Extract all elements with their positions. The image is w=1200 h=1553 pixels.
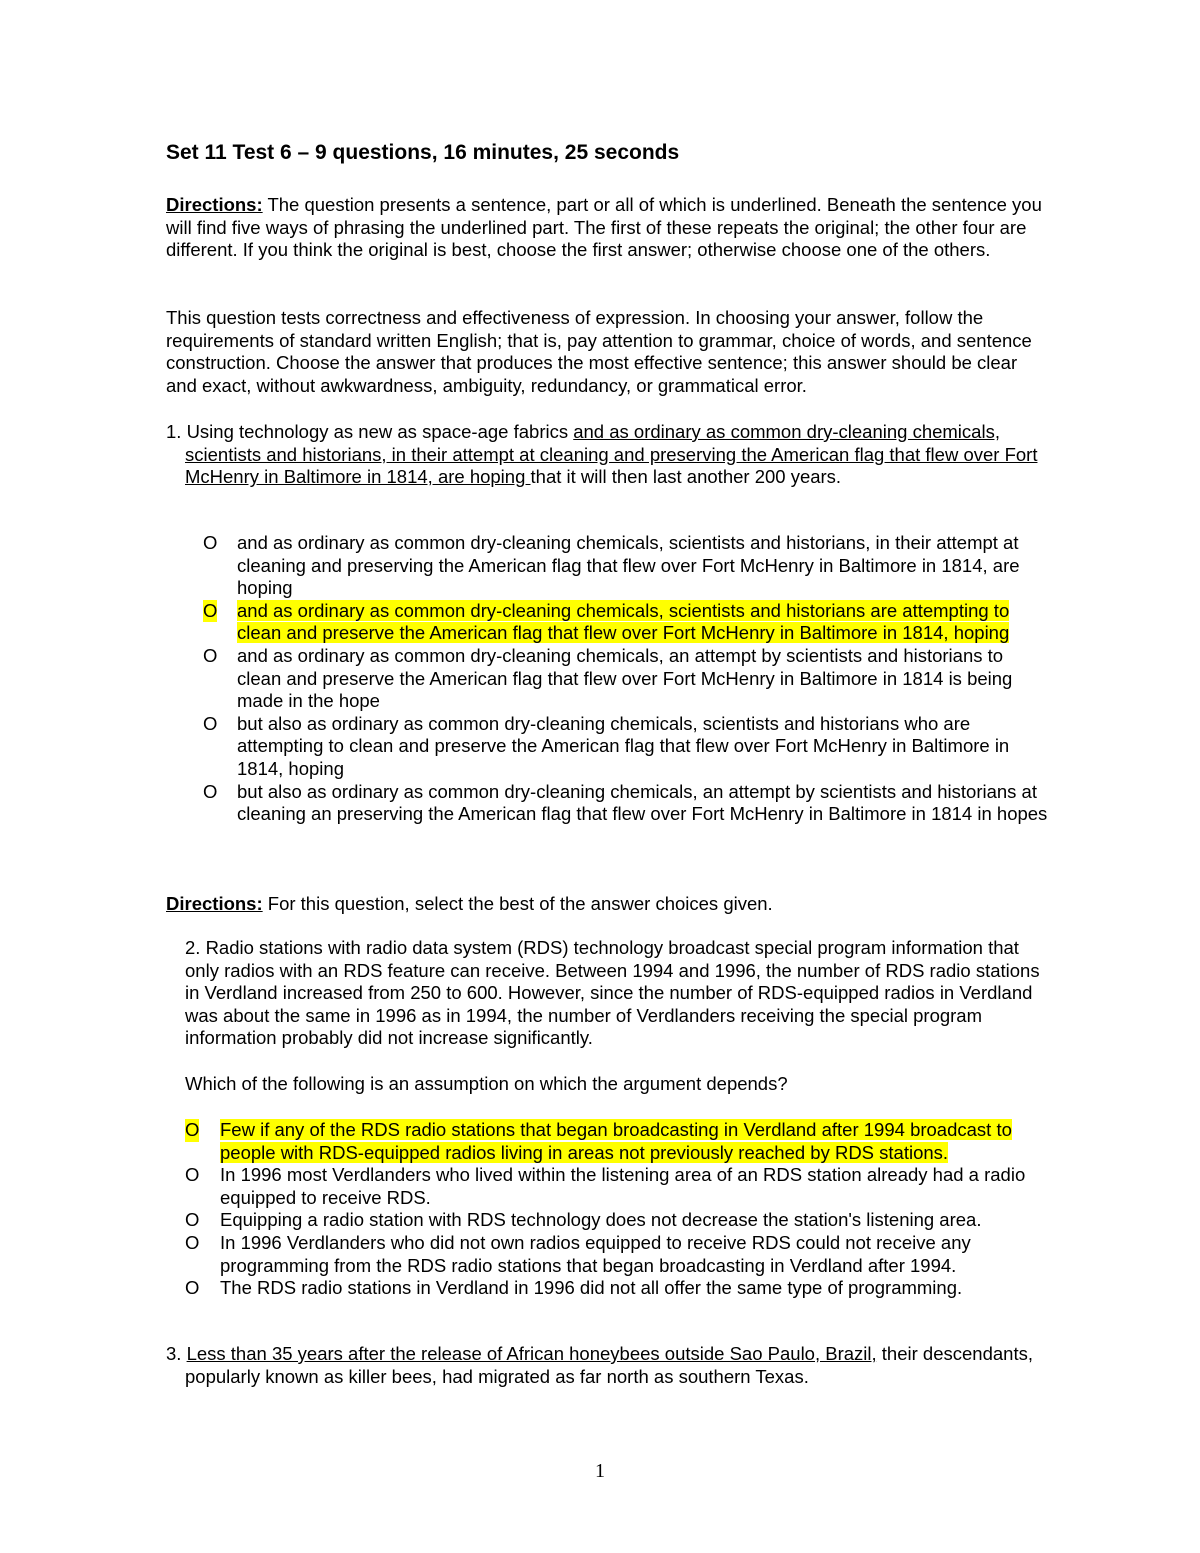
radio-bullet-icon[interactable]: O [185,1231,200,1253]
question-1-option-d[interactable] [203,713,1048,781]
directions-label: Directions: [166,194,263,215]
question-1-stem [166,421,1065,489]
question-2-option-b[interactable] [185,1164,1045,1209]
question-1-suffix: that it will then last another 200 years. [530,466,842,488]
question-2-options [185,1119,1045,1300]
question-2-option-c[interactable] [185,1209,1045,1232]
page-number: 1 [595,1460,605,1482]
question-2-prompt: Which of the following is an assumption on which the argument depends? [185,1073,788,1094]
option-text: In 1996 most Verdlanders who lived within the listening area of an RDS station already had a radio equipped to receive RDS. [220,1164,1026,1208]
radio-bullet-icon[interactable]: O [203,712,218,734]
radio-bullet-icon[interactable]: O [185,1119,200,1140]
option-text-highlighted: Few if any of the RDS radio stations that began broadcasting in Verdland after 1994 broadcast to people with RDS-equipped radios living in areas not previously reached by RDS stations. [220,1119,1012,1163]
radio-bullet-icon[interactable]: O [185,1209,200,1231]
question-3-prefix: 3. [166,1343,187,1364]
directions-text: For this question, select the best of the answer choices given. [262,893,773,914]
question-1-options [203,532,1048,826]
option-text: and as ordinary as common dry-cleaning chemicals, scientists and historians, in their attempt at cleaning and preserving the American flag that flew over Fort McHenry in Baltimore in 1814, are hoping [237,532,1020,599]
question-1-option-c[interactable] [203,645,1048,713]
option-text: In 1996 Verdlanders who did not own radios equipped to receive RDS could not receive any programming from the RDS radio stations that began broadcasting in Verdland after 1994. [220,1231,971,1276]
question-3-stem [166,1343,1065,1388]
question-3-suffix: their descendants, popularly known as killer bees, had migrated as far north as southern Texas. [185,1343,1033,1387]
question-2-stem: 2. Radio stations with radio data system (RDS) technology broadcast special program information that only radios with an RDS feature can receive. Between 1994 and 1996, the number of RDS radio stations in Verdland increased from 250 to 600. However, since the number of RDS-equipped radios in Verdland was about the same in 1996 as in 1994, the number of Verdlanders receiving the special program information probably did not increase significantly. [185,937,1040,1049]
instructions-paragraph: This question tests correctness and effectiveness of expression. In choosing your answer, follow the requirements of standard written English; that is, pay attention to grammar, choice of words, and sentence construction. Choose the answer that produces the most effective sentence; this answer should be clear and exact, without awkwardness, ambiguity, redundancy, or grammatical error. [166,307,1032,396]
question-2-option-a[interactable] [185,1119,1045,1164]
question-1-option-e[interactable] [203,781,1048,826]
directions-label: Directions: [166,893,263,914]
question-2-option-e[interactable] [185,1277,1045,1300]
option-text: but also as ordinary as common dry-cleaning chemicals, scientists and historians who are attempting to clean and preserve the American flag that flew over Fort McHenry in Baltimore in 1814, hoping [237,712,1010,779]
directions-paragraph [166,194,1046,262]
question-1-prefix: 1. Using technology as new as space-age fabrics [166,421,574,442]
radio-bullet-icon[interactable]: O [185,1164,200,1186]
question-1-option-b[interactable] [203,600,1048,645]
radio-bullet-icon[interactable]: O [185,1277,200,1299]
question-2-option-d[interactable] [185,1232,1045,1277]
radio-bullet-icon[interactable]: O [203,599,218,621]
radio-bullet-icon[interactable]: O [203,780,218,802]
page-title: Set 11 Test 6 – 9 questions, 16 minutes, 25 seconds [166,141,680,164]
option-text: The RDS radio stations in Verdland in 1996 did not all offer the same type of programming. [220,1277,963,1299]
radio-bullet-icon[interactable]: O [203,532,218,553]
option-text-highlighted: and as ordinary as common dry-cleaning chemicals, scientists and historians are attempting to clean and preserve the American flag that flew over Fort McHenry in Baltimore in 1814, hoping [237,599,1010,644]
question-1-underlined-text: and as ordinary as common dry-cleaning chemicals, scientists and historians, in their attempt at cleaning and preserving the American flag that flew over Fort McHenry in Baltimore in 1814, are hoping [185,421,1038,488]
directions-paragraph-2 [166,893,1046,916]
option-text: but also as ordinary as common dry-cleaning chemicals, an attempt by scientists and historians at cleaning an preserving the American flag that flew over Fort McHenry in Baltimore in 1814 in hopes [237,780,1048,825]
question-1-option-a[interactable] [203,532,1048,600]
radio-bullet-icon[interactable]: O [203,644,218,666]
option-text: Equipping a radio station with RDS technology does not decrease the station's listening area. [220,1209,982,1231]
question-3-underlined-text: Less than 35 years after the release of African honeybees outside Sao Paulo, Brazil, [186,1343,877,1364]
directions-text: The question presents a sentence, part or all of which is underlined. Beneath the sentence you will find five ways of phrasing the underlined part. The first of these repeats the original; the other four are different. If you think the original is best, choose the first answer; otherwise choose one of the others. [166,194,1042,261]
option-text: and as ordinary as common dry-cleaning chemicals, an attempt by scientists and historians to clean and preserve the American flag that flew over Fort McHenry in Baltimore in 1814 is being made in the hope [237,644,1013,712]
